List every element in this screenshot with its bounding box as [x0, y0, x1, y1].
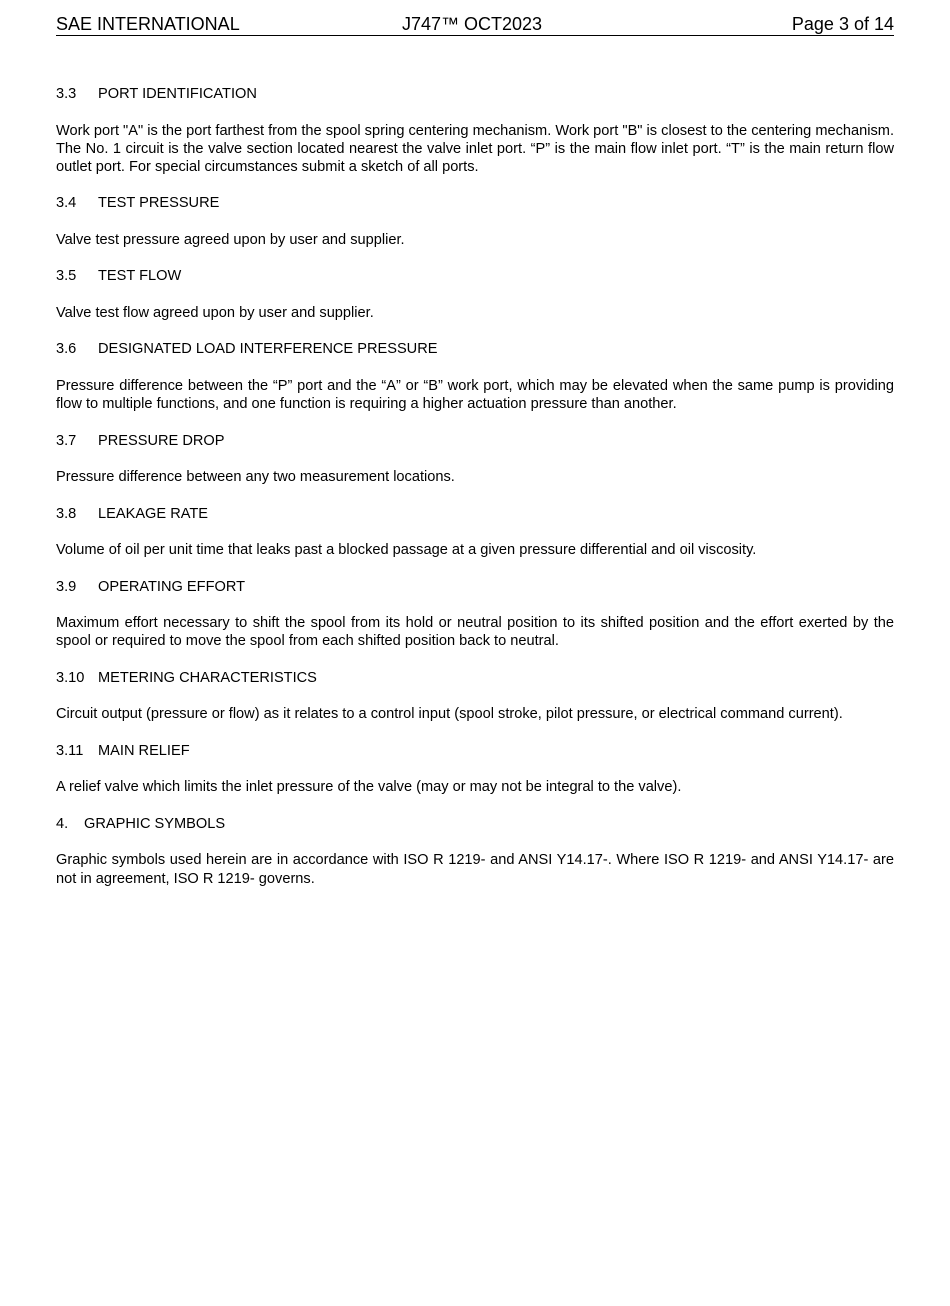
- section-paragraph: Valve test flow agreed upon by user and supplier.: [56, 304, 374, 321]
- section-number: 3.11: [56, 742, 84, 759]
- section-heading: [56, 742, 894, 760]
- section-paragraph: Volume of oil per unit time that leaks past a blocked passage at a given pressure differential and oil viscosity.: [56, 542, 757, 559]
- header-org: SAE INTERNATIONAL: [56, 14, 240, 34]
- section-title: PRESSURE DROP: [98, 432, 225, 449]
- header-doc-id: J747™ OCT2023: [402, 14, 543, 34]
- section-title: METERING CHARACTERISTICS: [98, 669, 317, 686]
- section-number: 3.4: [56, 195, 77, 212]
- section-heading: [56, 340, 894, 358]
- section-heading: [56, 815, 894, 833]
- section-title: MAIN RELIEF: [98, 742, 190, 759]
- section-number: 3.6: [56, 341, 77, 358]
- section-paragraph: Graphic symbols used herein are in accordance with ISO R 1219- and ANSI Y14.17-. Where ISO R 1219- and ANSI Y14.17- are not in agreement, ISO R 1219- governs.: [56, 852, 894, 887]
- section-number: 3.8: [56, 505, 77, 522]
- section-heading: [56, 194, 894, 212]
- section-title: TEST PRESSURE: [98, 195, 220, 212]
- section-title: OPERATING EFFORT: [98, 578, 246, 595]
- section-number: 3.10: [56, 669, 85, 686]
- section-heading: [56, 669, 894, 687]
- document-body: [56, 85, 894, 906]
- section-title: LEAKAGE RATE: [98, 505, 209, 522]
- section-title: TEST FLOW: [98, 268, 182, 285]
- section-heading: [56, 578, 894, 596]
- section-paragraph: Pressure difference between any two measurement locations.: [56, 469, 455, 486]
- page-header: [56, 13, 894, 36]
- section-heading: [56, 432, 894, 450]
- section-paragraph: Pressure difference between the “P” port and the “A” or “B” work port, which may be elevated when the same pump is providing flow to multiple functions, and one function is requiring a higher actuation pressure than another.: [56, 377, 894, 413]
- section-paragraph: Valve test pressure agreed upon by user and supplier.: [56, 231, 405, 248]
- section-number: 3.7: [56, 432, 77, 449]
- section-heading: [56, 267, 894, 285]
- section-title: PORT IDENTIFICATION: [98, 86, 257, 102]
- section-number: 3.5: [56, 268, 77, 285]
- section-heading: [56, 85, 894, 103]
- section-number: 3.9: [56, 578, 77, 595]
- section-number: 4.: [56, 815, 69, 832]
- section-number: 3.3: [56, 86, 77, 102]
- section-paragraph: A relief valve which limits the inlet pressure of the valve (may or may not be integral to the valve).: [56, 779, 682, 796]
- section-title: DESIGNATED LOAD INTERFERENCE PRESSURE: [98, 341, 438, 358]
- section-paragraph: Circuit output (pressure or flow) as it relates to a control input (spool stroke, pilot pressure, or electrical command current).: [56, 706, 843, 723]
- section-title: GRAPHIC SYMBOLS: [84, 815, 226, 832]
- header-page-number: Page 3 of 14: [791, 14, 894, 34]
- section-heading: [56, 505, 894, 523]
- section-paragraph: Maximum effort necessary to shift the spool from its hold or neutral position to its shifted position and the effort exerted by the spool or required to move the spool from each shifted position back to neutral.: [56, 615, 894, 650]
- section-paragraph: Work port "A" is the port farthest from the spool spring centering mechanism. Work port "B" is closest to the centering mechanism. The No. 1 circuit is the valve section located nearest the valve inlet port. “P” is the main flow inlet port. “T” is the main return flow outlet port. For special circumstances submit a sketch of all ports.: [56, 122, 894, 175]
